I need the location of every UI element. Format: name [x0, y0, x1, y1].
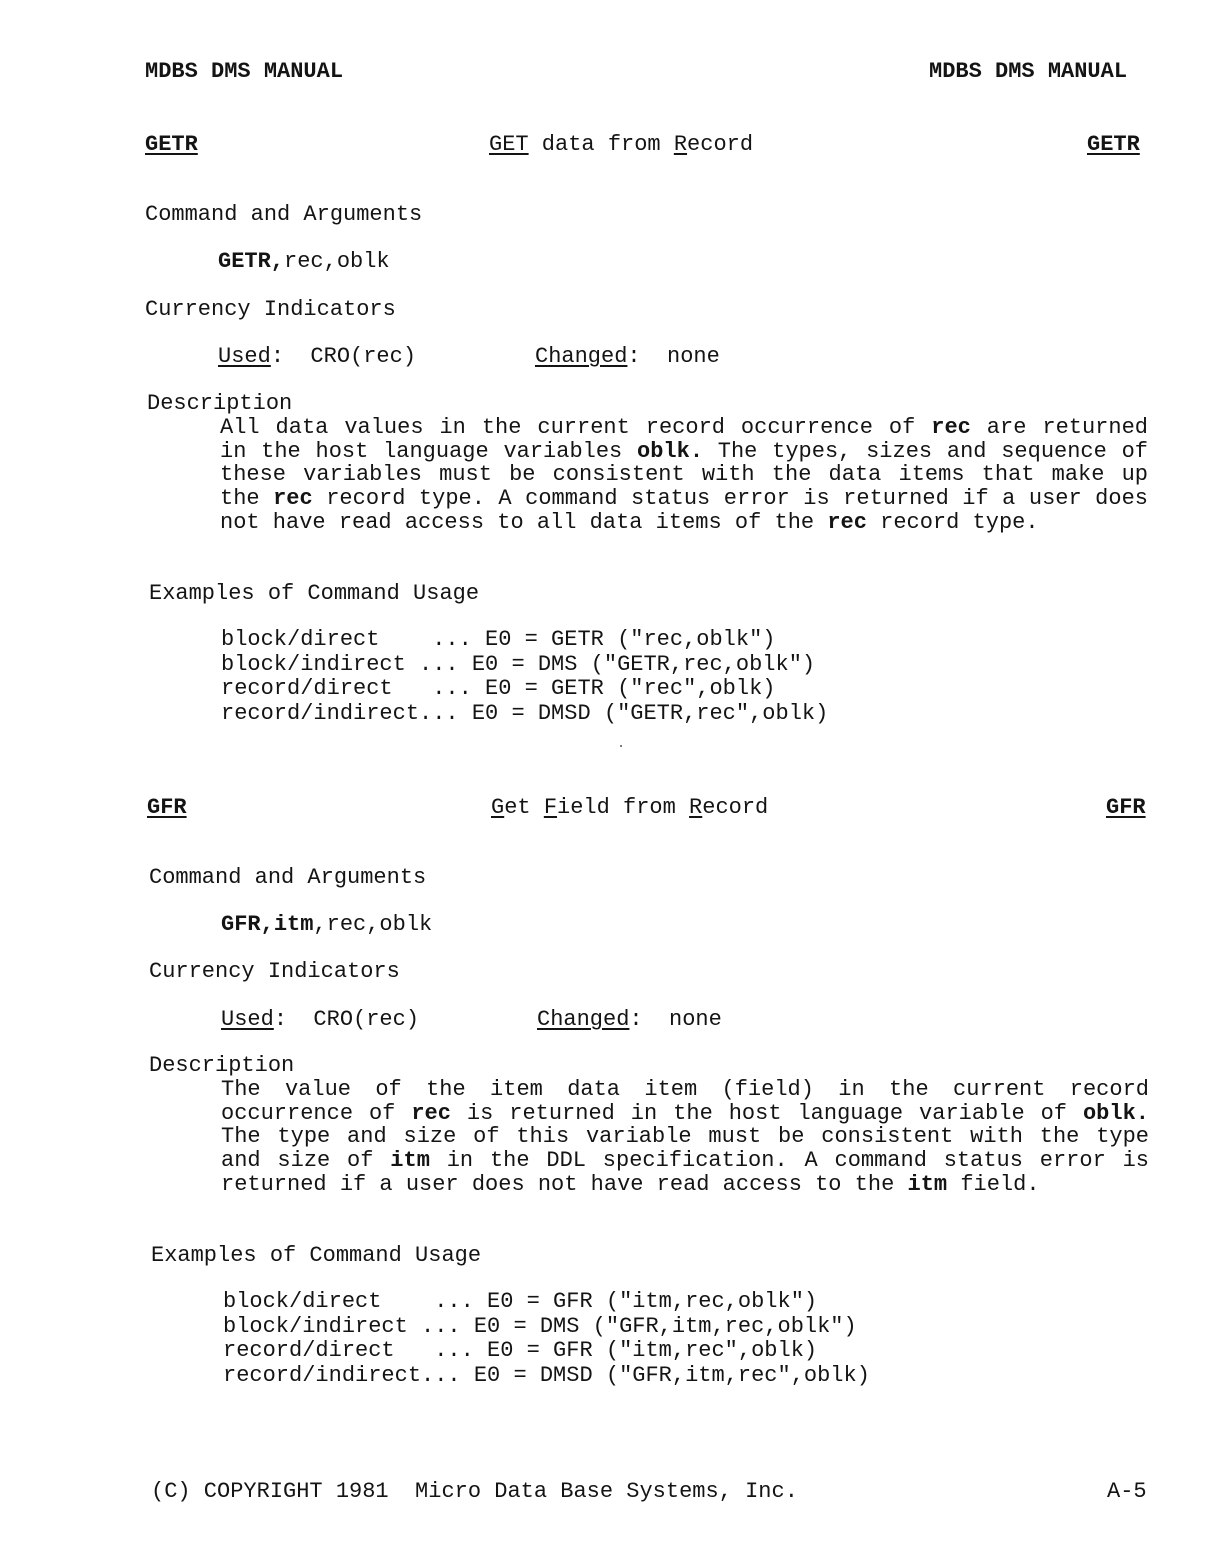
examples-heading: Examples of Command Usage: [149, 581, 480, 606]
currency-heading: Currency Indicators: [149, 959, 400, 984]
description-text: The value of the item data item (field) in the current record occurrence of rec is returned in the host language variable of oblk. The type and size of this variable must be consistent with the type and size of itm in the DDL specification. A command status error is returned if a user does not have read access to the itm field.: [221, 1077, 1149, 1197]
currency-changed: Changed: none: [535, 344, 720, 369]
command-heading: Command and Arguments: [145, 202, 423, 227]
section-title: GET data from Record: [489, 132, 754, 157]
examples-block: block/direct ... E0 = GETR ("rec,oblk") block/indirect ... E0 = DMS ("GETR,rec,oblk") record/direct ... E0 = GETR ("rec",oblk) record/indirect... E0 = DMSD ("GETR,rec",oblk): [221, 627, 829, 726]
currency-used: Used: CRO(rec): [221, 1007, 420, 1032]
currency-heading: Currency Indicators: [145, 297, 396, 322]
description-text: All data values in the current record occurrence of rec are returned in the host language variables oblk. The types, sizes and sequence of these variables must be consistent with the data items that make up the rec record type. A command status error is returned if a user does not have read access to all data items of the rec record type.: [220, 415, 1148, 535]
command-syntax: GFR,itm,rec,oblk: [221, 912, 433, 937]
command-syntax: GETR,rec,oblk: [218, 249, 390, 274]
examples-block: block/direct ... E0 = GFR ("itm,rec,oblk") block/indirect ... E0 = DMS ("GFR,itm,rec,oblk") record/direct ... E0 = GFR ("itm,rec",oblk) record/indirect... E0 = DMSD ("GFR,itm,rec",oblk): [223, 1289, 870, 1388]
scan-speck: [620, 745, 622, 747]
examples-heading: Examples of Command Usage: [151, 1243, 482, 1268]
section-code-left: GFR: [147, 795, 187, 820]
page-number: A-5: [1107, 1479, 1147, 1504]
section-title: Get Field from Record: [491, 795, 769, 820]
header-left: MDBS DMS MANUAL: [145, 59, 344, 84]
header-right: MDBS DMS MANUAL: [929, 59, 1128, 84]
section-code-right: GETR: [1087, 132, 1140, 157]
section-code-left: GETR: [145, 132, 198, 157]
currency-changed: Changed: none: [537, 1007, 722, 1032]
description-heading: Description: [147, 391, 293, 416]
description-heading: Description: [149, 1053, 295, 1078]
command-heading: Command and Arguments: [149, 865, 427, 890]
footer-copyright: (C) COPYRIGHT 1981 Micro Data Base Systems, Inc.: [151, 1479, 798, 1504]
currency-used: Used: CRO(rec): [218, 344, 417, 369]
section-code-right: GFR: [1106, 795, 1146, 820]
